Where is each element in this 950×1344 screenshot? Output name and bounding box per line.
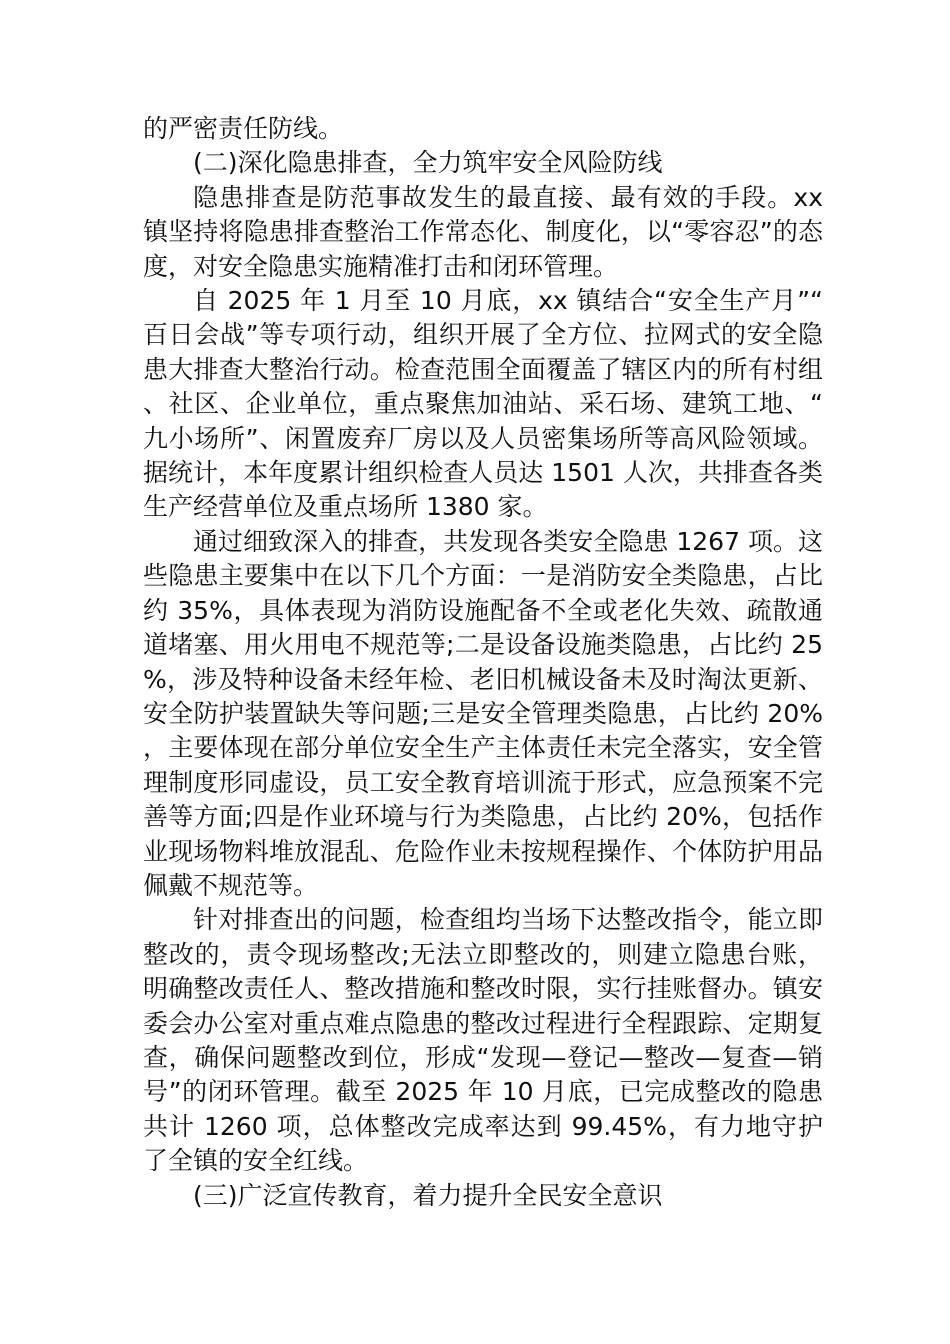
paragraph-rectification: 针对排查出的问题，检查组均当场下达整改指令，能立即整改的，责令现场整改;无法立即整改的，则建立隐患台账，明确整改责任人、整改措施和整改时限，实行挂账督办。镇安委会办公室对重点难点隐患的整改过程进行全程跟踪、定期复查，确保问题整改到位，形成“发现—登记—整改—复查—销号”的闭环管理。截至 2025 年 10 月底，已完成整改的隐患共计 1260 项，总体整改完成率达到 99.45%，有力地守护了全镇的安全红线。 — [143, 905, 823, 1176]
section-heading-3: (三)广泛宣传教育，着力提升全民安全意识 — [193, 1180, 663, 1210]
section-heading-2: (二)深化隐患排查，全力筑牢安全风险防线 — [193, 148, 663, 178]
paragraph-continuation: 的严密责任防线。 — [143, 114, 344, 143]
paragraph-intro: 隐患排查是防范事故发生的最直接、最有效的手段。xx 镇坚持将隐患排查整治工作常态化、制度化，以“零容忍”的态度，对安全隐患实施精准打击和闭环管理。 — [143, 182, 823, 281]
paragraph-inspection: 自 2025 年 1 月至 10 月底，xx 镇结合“安全生产月”“百日会战”等专项行动，组织开展了全方位、拉网式的安全隐患大排查大整治行动。检查范围全面覆盖了辖区内的所有村组、社区、企业单位，重点聚焦加油站、采石场、建筑工地、“九小场所”、闲置废弃厂房以及人员密集场所等高风险领域。据统计，本年度累计组织检查人员达 1501 人次，共排查各类生产经营单位及重点场所 1380 家。 — [143, 286, 823, 522]
paragraph-hazard-categories: 通过细致深入的排查，共发现各类安全隐患 1267 项。这些隐患主要集中在以下几个方面：一是消防安全类隐患，占比约 35%，具体表现为消防设施配备不全或老化失效、疏散通道堵塞、用火用电不规范等;二是设备设施类隐患，占比约 25%，涉及特种设备未经年检、老旧机械设备未及时淘汰更新、安全防护装置缺失等问题;三是安全管理类隐患，占比约 20%，主要体现在部分单位安全生产主体责任未完全落实，安全管理制度形同虚设，员工安全教育培训流于形式，应急预案不完善等方面;四是作业环境与行为类隐患，占比约 20%，包括作业现场物料堆放混乱、危险作业未按规程操作、个体防护用品佩戴不规范等。 — [143, 526, 823, 900]
document-body — [143, 112, 823, 1213]
